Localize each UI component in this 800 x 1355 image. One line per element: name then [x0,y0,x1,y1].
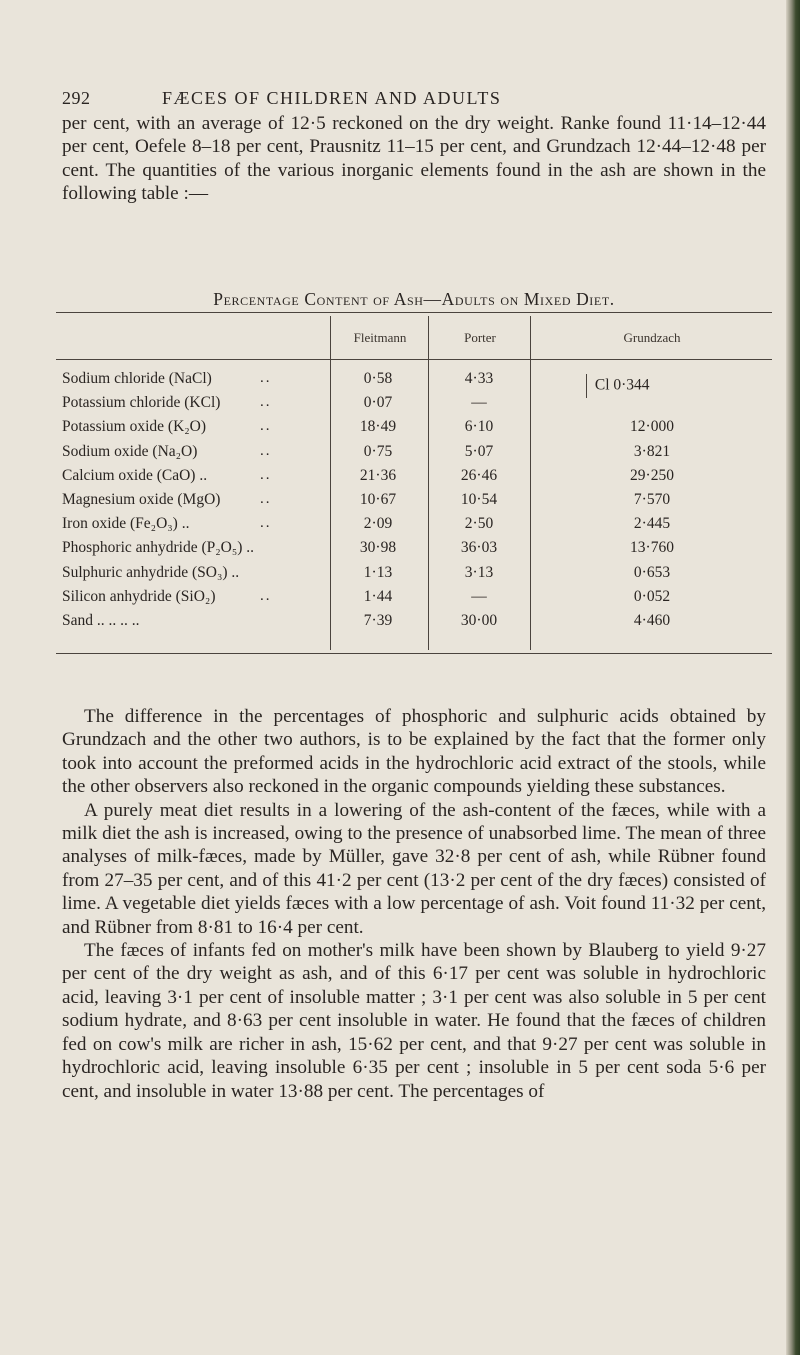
row-label: Phosphoric anhydride (P₂O₅) .. [62,539,255,557]
cell-fleitmann: 0·58 [363,370,393,387]
running-head-title: FÆCES OF CHILDREN AND ADULTS [162,88,502,108]
leader-dots: .. [260,515,272,532]
row-label: Potassium chloride (KCl) [62,394,221,412]
paragraph-text: The difference in the percentages of phosphoric and sulphuric acids obtained by Grundzach and the other two authors, is to be explained by the fact that the former only took into account the preformed acids in the hydrochloric acid extract of the stools, while the other observers also reckoned in the organic compounds yielding these substances. [62,706,766,798]
cell-fleitmann: 30·98 [359,539,397,557]
paragraph-text: The fæces of infants fed on mother's milk have been shown by Blauberg to yield 9·27 per cent of the dry weight as ash, and of this 6·17 per cent was soluble in hydrochloric acid, leaving 3·1 per cent of insoluble matter ; 3·1 per cent was also soluble in 5 per cent sodium hydrate, and 8·63 per cent insoluble in water. He found that the fæces of children fed on cow's milk are richer in ash, 15·62 per cent, and that 9·27 per cent was soluble in hydrochloric acid, leaving insoluble 6·35 per cent ; insoluble in 5 per cent soda 5·6 per cent, and insoluble in water 13·88 per cent. The percentages of [62,940,766,1102]
cell-fleitmann: 7·39 [363,612,393,629]
body-text [62,705,766,1103]
row-label: Sand .. .. .. .. [62,612,140,629]
cell-fleitmann: 18·49 [359,418,397,436]
ash-content-table [56,312,772,695]
page-number: 292 [62,88,91,108]
cell-grundzach: 3·821 [633,442,671,460]
leader-dots: .. [260,587,272,604]
cell-porter: 5·07 [464,442,494,460]
cell-fleitmann: 0·07 [363,394,393,412]
grundzach-bracket-cell [586,374,650,398]
cell-grundzach: 29·250 [630,466,674,484]
table-header-rule [56,359,772,360]
cell-grundzach: 12·000 [630,418,674,436]
intro-paragraph [62,112,766,206]
cell-fleitmann: 21·36 [359,466,397,484]
table-bottom-rule [56,653,772,654]
row-label: Sodium oxide (Na₂O) [62,442,198,460]
column-header-porter: Porter [464,330,496,345]
paragraph-text: A purely meat diet results in a lowering of the ash-content of the fæces, while with a milk diet the ash is increased, owing to the presence of unabsorbed lime. The mean of three analyses of milk-fæces, made by Müller, gave 32·8 per cent of ash, while Rübner found from 27–35 per cent, and of this 41·2 per cent (13·2 per cent of the dry fæces) consisted of lime. A vegetable diet yields fæces with a low percentage of ash. Voit found 11·32 per cent, and Rübner from 8·81 to 16·4 per cent. [62,799,766,938]
cell-fleitmann: 2·09 [363,515,393,533]
cell-porter: 26·46 [460,466,498,484]
cell-grundzach: 7·570 [633,491,671,508]
row-label: Silicon anhydride (SiO₂) [62,587,216,605]
paragraph-text: per cent, with an average of 12·5 reckoned on the dry weight. Ranke found 11·14–12·44 per cent, Oefele 8–18 per cent, Prausnitz 11–15 per cent, and Grundzach 12·44–12·48 per cent. The quantities of the various inorganic elements found in the ash are shown in the following table :— [62,113,766,205]
cell-porter: — [471,587,487,605]
cell-grundzach: 13·760 [630,539,674,557]
cell-porter: — [471,394,487,412]
row-label: Sodium chloride (NaCl) [62,370,212,387]
table-top-rule [56,312,772,313]
table-caption: Percentage Content of Ash—Adults on Mixed Diet. [213,289,615,309]
cell-porter: 10·54 [460,491,498,508]
column-header-fleitmann: Fleitmann [353,330,407,345]
running-header [62,88,762,112]
leader-dots: .. [260,394,272,411]
grundzach-chloride-value: Cl 0·344 [594,376,650,394]
leader-dots: .. [260,442,272,459]
cell-porter: 4·33 [464,370,494,387]
row-label: Magnesium oxide (MgO) [62,491,221,508]
column-divider [330,316,331,650]
cell-grundzach: 0·052 [633,587,671,605]
row-label: Potassium oxide (K₂O) [62,418,207,436]
leader-dots: .. [260,466,272,483]
leader-dots: .. [260,418,272,435]
column-header-grundzach: Grundzach [623,330,681,345]
cell-fleitmann: 10·67 [359,491,397,508]
cell-grundzach: 2·445 [633,515,671,533]
cell-fleitmann: 1·44 [363,587,393,605]
cell-fleitmann: 0·75 [363,442,393,460]
row-label: Calcium oxide (CaO) .. [62,466,208,484]
column-divider [428,316,429,650]
row-label: Sulphuric anhydride (SO₃) .. [62,563,240,581]
cell-porter: 36·03 [460,539,498,557]
book-edge [786,0,800,1355]
cell-porter: 2·50 [464,515,494,533]
cell-fleitmann: 1·13 [363,563,393,581]
leader-dots: .. [260,491,272,507]
cell-porter: 3·13 [464,563,494,581]
cell-grundzach: 0·653 [633,563,671,581]
row-label: Iron oxide (Fe₂O₃) .. [62,515,190,533]
column-divider [530,316,531,650]
cell-porter: 6·10 [464,418,494,436]
cell-grundzach: 4·460 [633,612,671,629]
brace-icon [586,374,587,398]
leader-dots: .. [260,370,272,386]
cell-porter: 30·00 [460,612,498,629]
